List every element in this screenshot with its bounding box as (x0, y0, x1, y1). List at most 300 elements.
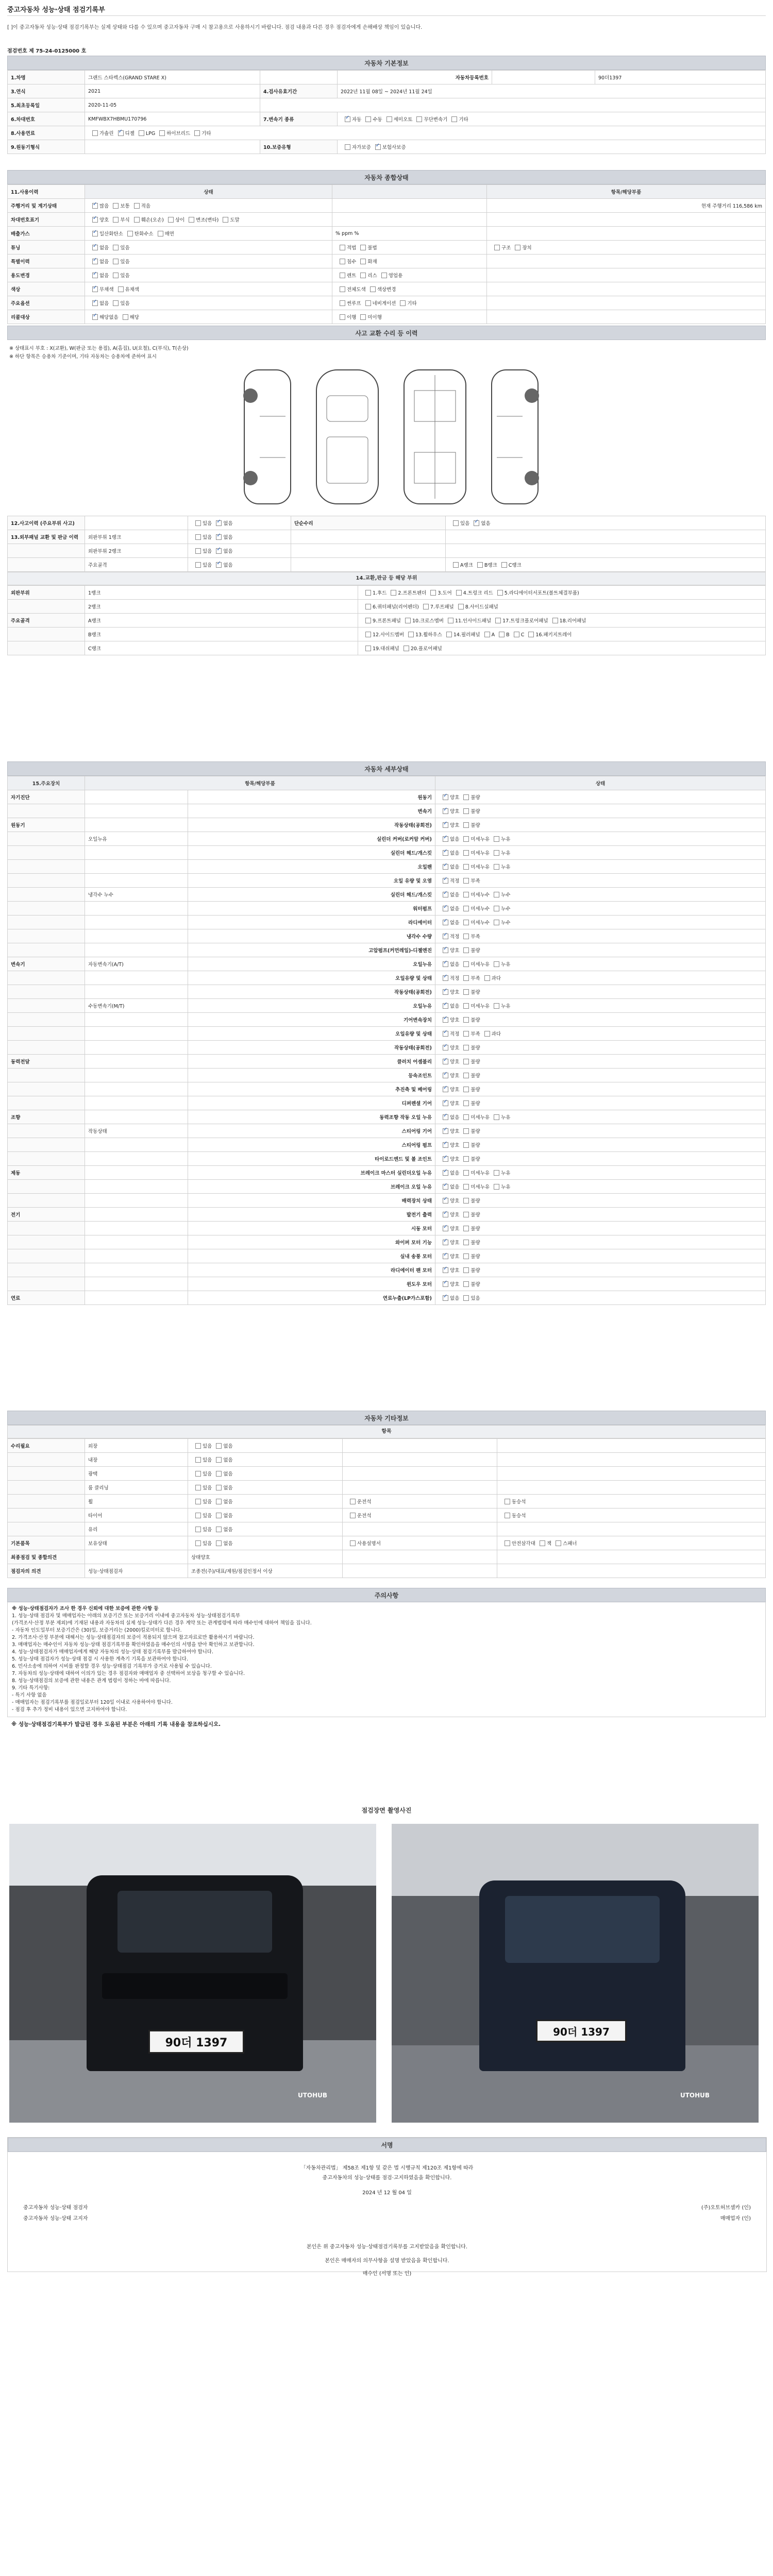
checkbox-option[interactable] (490, 892, 510, 898)
checkbox-option[interactable] (396, 301, 416, 307)
checkbox-option[interactable] (551, 1541, 577, 1547)
checkbox-option[interactable] (212, 521, 232, 527)
checkbox-option[interactable] (491, 618, 548, 624)
checkbox-option[interactable] (459, 1268, 480, 1274)
checkbox-icon (134, 217, 140, 223)
checkbox-option[interactable] (439, 1004, 459, 1009)
checkbox-option[interactable] (439, 1045, 459, 1051)
checkbox-label: 부족 (470, 934, 480, 940)
checkbox-option[interactable] (119, 315, 139, 320)
checkbox-option[interactable] (88, 301, 109, 307)
checkbox-icon (340, 245, 345, 250)
checkbox-option[interactable] (439, 1101, 459, 1107)
checkbox-option[interactable] (439, 1240, 459, 1246)
checkbox-option[interactable] (459, 795, 480, 801)
checkbox-option[interactable] (459, 1059, 480, 1065)
notes-bottom: ※ 성능·상태점검기록부가 발급된 경우 도움된 부분은 아래의 기록 내용을 참조하십시오. (11, 1721, 221, 1727)
checkbox-label: 없음 (99, 301, 109, 307)
checkbox-label: 없음 (450, 906, 460, 912)
checkbox-option[interactable] (88, 217, 109, 223)
checkbox-option[interactable] (439, 1212, 459, 1218)
checkbox-icon (194, 130, 200, 136)
checkbox-label: 불량 (470, 823, 480, 828)
checkbox-icon (484, 1031, 490, 1037)
checkbox-option[interactable] (459, 865, 490, 870)
checkbox-option[interactable] (459, 851, 490, 856)
checkbox-icon (113, 300, 119, 306)
checkbox-option[interactable] (439, 1282, 459, 1287)
checkbox-label: 양호 (450, 1101, 460, 1107)
checkbox-option[interactable] (439, 934, 459, 940)
detail-row: 브레이크 오일 누유 ✓ 없음 미세누유 누유 (8, 1180, 766, 1194)
checkbox-option[interactable] (191, 1527, 212, 1533)
checkbox-option[interactable] (155, 131, 190, 137)
checkbox-option[interactable] (439, 1254, 459, 1260)
checkbox-option[interactable] (88, 204, 109, 209)
checkbox-option[interactable] (490, 851, 510, 856)
checkbox-label: 3.도어 (438, 590, 452, 596)
checkbox-option[interactable] (191, 521, 212, 527)
checkbox-label: 9.프론트패널 (373, 618, 401, 624)
checkbox-option[interactable] (495, 632, 510, 638)
checkbox-option[interactable] (459, 948, 480, 954)
checkbox-option[interactable] (361, 618, 401, 624)
checkbox-option[interactable] (361, 646, 399, 652)
checkbox-icon (195, 1499, 201, 1504)
note-line: ※ 성능·상태점검자가 조사 한 경우 신뢰에 대한 보증에 관한 사항 등 (12, 1606, 159, 1612)
checkbox-label: 과다 (491, 1031, 501, 1037)
checkbox-label: 운전석 (357, 1513, 372, 1519)
checkbox-option[interactable] (439, 1268, 459, 1274)
checkbox-option[interactable] (439, 1087, 459, 1093)
checkbox-option[interactable] (449, 521, 469, 527)
checkbox-label: 누유 (501, 1115, 511, 1121)
checkbox-option[interactable] (490, 865, 510, 870)
checkbox-option[interactable] (459, 990, 480, 995)
checkbox-option[interactable] (191, 563, 212, 568)
checkbox-label: 양호 (450, 1282, 460, 1287)
overall-row: 리콜대상 ✓ 해당없음 해당 이행 미이행 (8, 310, 766, 324)
checkbox-option[interactable] (335, 287, 366, 293)
checkbox-option[interactable] (439, 1143, 459, 1148)
checkbox-option[interactable] (459, 934, 480, 940)
checkbox-icon (451, 116, 457, 122)
checkbox-option[interactable] (386, 590, 426, 596)
checkbox-option[interactable] (439, 1226, 459, 1232)
checkbox-option[interactable] (439, 1018, 459, 1023)
checkbox-icon (463, 850, 469, 856)
checkbox-option[interactable] (114, 287, 140, 293)
checkbox-option[interactable] (459, 1031, 480, 1037)
checkbox-option[interactable] (439, 990, 459, 995)
checkbox-option[interactable] (452, 590, 493, 596)
checkbox-option[interactable] (191, 1458, 212, 1463)
checkbox-icon (92, 314, 98, 320)
checkbox-option[interactable] (356, 245, 377, 251)
checkbox-option[interactable] (490, 920, 510, 926)
checkbox-option[interactable] (439, 1184, 459, 1190)
checkbox-label: 침수 (347, 259, 357, 265)
checkbox-option[interactable] (490, 245, 511, 251)
checkbox-option[interactable] (346, 1499, 372, 1505)
checkbox-option[interactable] (109, 217, 129, 223)
checkbox-icon (350, 1499, 356, 1504)
accident-table (7, 516, 766, 572)
checkbox-option[interactable] (439, 1198, 459, 1204)
checkbox-icon (443, 850, 448, 856)
page-footer-space (7, 2282, 766, 2550)
checkbox-label: 양호 (450, 1240, 460, 1246)
checkbox-option[interactable] (459, 976, 480, 981)
checkbox-option[interactable] (412, 117, 447, 123)
checkbox-label: 없음 (450, 851, 460, 856)
checkbox-option[interactable] (459, 962, 490, 968)
checkbox-option[interactable] (190, 131, 211, 137)
checkbox-option[interactable] (191, 1485, 212, 1491)
checkbox-option[interactable] (356, 259, 377, 265)
checkbox-label: 누유 (501, 837, 511, 842)
checkbox-label: 부족 (470, 976, 480, 981)
checkbox-option[interactable] (524, 632, 572, 638)
checkbox-option[interactable] (439, 878, 459, 884)
checkbox-option[interactable] (493, 590, 579, 596)
detail-row: 작동상태(공회전) ✓ 양호 불량 (8, 985, 766, 999)
checkbox-icon (463, 822, 469, 828)
checkbox-option[interactable] (219, 217, 239, 223)
checkbox-option[interactable] (447, 117, 468, 123)
checkbox-label: 수동 (373, 117, 382, 123)
checkbox-option[interactable] (459, 1004, 490, 1009)
checkbox-icon (463, 808, 469, 814)
checkbox-option[interactable] (490, 906, 510, 912)
checkbox-option[interactable] (88, 259, 109, 265)
checkbox-option[interactable] (419, 604, 454, 610)
checkbox-option[interactable] (154, 231, 174, 237)
checkbox-option[interactable] (114, 131, 135, 137)
checkbox-option[interactable] (335, 301, 361, 307)
checkbox-icon (463, 1073, 469, 1078)
checkbox-option[interactable] (480, 632, 495, 638)
checkbox-option[interactable] (459, 1157, 480, 1162)
checkbox-icon (463, 1128, 469, 1134)
checkbox-icon (494, 850, 499, 856)
checkbox-option[interactable] (191, 1541, 212, 1547)
checkbox-option[interactable] (212, 1513, 232, 1519)
checkbox-option[interactable] (497, 563, 522, 568)
checkbox-label: 불량 (470, 1157, 480, 1162)
detail-row: 변속기 자동변속기(A/T) 오일누유 ✓ 없음 미세누유 누유 (8, 957, 766, 971)
checkbox-label: 없음 (450, 1296, 460, 1301)
detail-row: 작동상태(공회전) ✓ 양호 불량 (8, 1041, 766, 1055)
checkbox-label: C랭크 (508, 563, 522, 568)
checkbox-option[interactable] (356, 273, 377, 279)
checkbox-option[interactable] (377, 273, 403, 279)
checkbox-option[interactable] (439, 865, 459, 870)
checkbox-option[interactable] (123, 231, 154, 237)
checkbox-option[interactable] (459, 1212, 480, 1218)
checkbox-icon (494, 906, 499, 911)
checkbox-option[interactable] (88, 287, 114, 293)
checkbox-option[interactable] (444, 618, 491, 624)
photos-section (7, 1803, 766, 1817)
checkbox-option[interactable] (426, 590, 451, 596)
checkbox-option[interactable] (109, 259, 129, 265)
checkbox-option[interactable] (490, 1184, 510, 1190)
detail-row: 등속조인트 ✓ 양호 불량 (8, 1069, 766, 1082)
checkbox-option[interactable] (459, 1101, 480, 1107)
checkbox-option[interactable] (212, 549, 232, 554)
checkbox-option[interactable] (459, 892, 490, 898)
checkbox-label: 하이브리드 (166, 131, 191, 137)
checkbox-option[interactable] (404, 632, 442, 638)
checkbox-icon (443, 934, 448, 939)
checkbox-option[interactable] (449, 563, 473, 568)
checkbox-option[interactable] (341, 117, 361, 123)
checkbox-option[interactable] (439, 920, 459, 926)
note-line: 2. 가격조사·산정 부분에 대해서는 성능·상태점검자의 보증이 적용되지 않으며 참고자료로만 활용하시기 바랍니다. (12, 1635, 255, 1640)
checkbox-option[interactable] (191, 1471, 212, 1477)
checkbox-option[interactable] (399, 646, 442, 652)
checkbox-option[interactable] (480, 1031, 501, 1037)
checkbox-label: 세미오토 (393, 117, 413, 123)
checkbox-option[interactable] (212, 1527, 232, 1533)
checkbox-label: 미세누유 (470, 837, 490, 842)
checkbox-option[interactable] (130, 217, 164, 223)
checkbox-option[interactable] (361, 590, 386, 596)
checkbox-icon (443, 836, 448, 842)
checkbox-option[interactable] (439, 1296, 459, 1301)
checkbox-label: 장치 (522, 245, 532, 251)
checkbox-option[interactable] (361, 301, 396, 307)
checkbox-option[interactable] (439, 1129, 459, 1134)
checkbox-label: 없음 (223, 563, 233, 568)
checkbox-option[interactable] (490, 962, 510, 968)
checkbox-option[interactable] (212, 1485, 232, 1491)
checkbox-option[interactable] (88, 131, 114, 137)
checkbox-option[interactable] (439, 1073, 459, 1079)
checkbox-icon (528, 632, 534, 637)
checkbox-option[interactable] (490, 1115, 510, 1121)
checkbox-option[interactable] (212, 535, 232, 540)
checkbox-option[interactable] (439, 1059, 459, 1065)
overall-row: 용도변경 ✓ 없음 있음 렌트 리스 영업용 (8, 268, 766, 282)
checkbox-option[interactable] (500, 1513, 526, 1519)
checkbox-label: 있음 (460, 521, 470, 527)
checkbox-option[interactable] (346, 1513, 372, 1519)
checkbox-option[interactable] (346, 1541, 381, 1547)
checkbox-option[interactable] (439, 976, 459, 981)
checkbox-label: 없음 (99, 259, 109, 265)
overall-row: 11.사용이력 상태 항목/해당부품 (8, 185, 766, 199)
checkbox-option[interactable] (500, 1541, 535, 1547)
checkbox-icon (216, 548, 222, 554)
checkbox-option[interactable] (459, 1115, 490, 1121)
checkbox-label: 스패너 (563, 1541, 577, 1547)
checkbox-option[interactable] (164, 217, 184, 223)
checkbox-label: 훼손(오손) (141, 217, 164, 223)
checkbox-option[interactable] (459, 1073, 480, 1079)
checkbox-option[interactable] (335, 315, 356, 320)
checkbox-option[interactable] (191, 549, 212, 554)
checkbox-option[interactable] (459, 1087, 480, 1093)
checkbox-option[interactable] (490, 1004, 510, 1009)
checkbox-option[interactable] (212, 1471, 232, 1477)
checkbox-option[interactable] (191, 535, 212, 540)
rear-plate: 90더 1397 (536, 2020, 627, 2042)
checkbox-option[interactable] (191, 1444, 212, 1449)
checkbox-option[interactable] (473, 563, 497, 568)
checkbox-label: 부식 (120, 217, 130, 223)
checkbox-label: 없음 (450, 962, 460, 968)
checkbox-option[interactable] (459, 1240, 480, 1246)
checkbox-option[interactable] (335, 273, 356, 279)
checkbox-label: 화재 (367, 259, 377, 265)
checkbox-option[interactable] (439, 1031, 459, 1037)
checkbox-label: 불량 (470, 1268, 480, 1274)
checkbox-icon (92, 130, 98, 136)
checkbox-icon (463, 947, 469, 953)
overall-row: 튜닝 ✓ 없음 있음 적법 불법 구조 장치 (8, 241, 766, 255)
checkbox-icon (443, 906, 448, 911)
checkbox-option[interactable] (459, 1282, 480, 1287)
checkbox-option[interactable] (439, 795, 459, 801)
checkbox-option[interactable] (459, 1045, 480, 1051)
checkbox-option[interactable] (341, 145, 371, 150)
checkbox-option[interactable] (459, 809, 480, 815)
checkbox-option[interactable] (109, 245, 129, 251)
checkbox-option[interactable] (459, 878, 480, 884)
checkbox-option[interactable] (459, 823, 480, 828)
checkbox-option[interactable] (356, 315, 382, 320)
checkbox-option[interactable] (439, 809, 459, 815)
checkbox-option[interactable] (439, 851, 459, 856)
checkbox-option[interactable] (459, 1198, 480, 1204)
checkbox-label: 디젤 (125, 131, 135, 137)
checkbox-label: 없음 (450, 1115, 460, 1121)
checkbox-option[interactable] (184, 217, 219, 223)
checkbox-option[interactable] (88, 273, 109, 279)
checkbox-option[interactable] (459, 1129, 480, 1134)
checkbox-option[interactable] (382, 117, 413, 123)
checkbox-option[interactable] (459, 1226, 480, 1232)
checkbox-option[interactable] (361, 117, 382, 123)
checkbox-option[interactable] (439, 1115, 459, 1121)
checkbox-option[interactable] (88, 231, 123, 237)
checkbox-option[interactable] (490, 837, 510, 842)
checkbox-option[interactable] (212, 563, 232, 568)
detail-row: 냉각수 누수 실린더 헤드/개스킷 ✓ 없음 미세누수 누수 (8, 888, 766, 902)
checkbox-option[interactable] (439, 837, 459, 842)
checkbox-icon (340, 286, 345, 292)
checkbox-option[interactable] (459, 920, 490, 926)
front-photo: 90더 1397 UTOHUB (9, 1824, 376, 2123)
checkbox-label: 없음 (99, 245, 109, 251)
checkbox-option[interactable] (439, 948, 459, 954)
checkbox-option[interactable] (535, 1541, 551, 1547)
checkbox-icon (494, 1003, 499, 1009)
checkbox-option[interactable] (439, 962, 459, 968)
buyer-signature: 매수인 (서명 또는 인) (362, 2271, 412, 2277)
checkbox-option[interactable] (454, 604, 498, 610)
checkbox-option[interactable] (88, 315, 119, 320)
checkbox-option[interactable] (439, 892, 459, 898)
checkbox-option[interactable] (212, 1541, 232, 1547)
checkbox-option[interactable] (548, 618, 586, 624)
checkbox-option[interactable] (459, 1143, 480, 1148)
checkbox-option[interactable] (490, 1171, 510, 1176)
checkbox-option[interactable] (335, 245, 356, 251)
checkbox-icon (365, 646, 371, 651)
checkbox-icon (443, 1059, 448, 1064)
checkbox-icon (365, 116, 371, 122)
checkbox-option[interactable] (459, 1171, 490, 1176)
checkbox-option[interactable] (459, 1254, 480, 1260)
checkbox-option[interactable] (459, 837, 490, 842)
note-line: - 매매업자는 점검기록부를 점검일로부터 120일 이내로 사용하여야 합니다. (12, 1700, 173, 1705)
checkbox-option[interactable] (135, 131, 155, 137)
checkbox-option[interactable] (401, 618, 444, 624)
checkbox-option[interactable] (366, 287, 396, 293)
checkbox-option[interactable] (439, 1157, 459, 1162)
checkbox-label: 없음 (223, 1485, 233, 1491)
accident-legend-note: ※ 하단 항목은 승용차 기준이며, 기타 자동차는 승용차에 준하여 표시 (9, 354, 157, 360)
checkbox-option[interactable] (459, 1296, 480, 1301)
other-row: 최종점검 및 종합의견 상태양호 (8, 1550, 766, 1564)
checkbox-label: 없음 (223, 1458, 233, 1463)
other-row: 점검자의 의견 성능·상태점검자 조종전(주)/대표/제원/점검인정서 이상 (8, 1564, 766, 1578)
checkbox-option[interactable] (212, 1444, 232, 1449)
checkbox-option[interactable] (459, 1184, 490, 1190)
checkbox-option[interactable] (109, 301, 129, 307)
checkbox-option[interactable] (109, 204, 129, 209)
checkbox-icon (216, 1513, 222, 1518)
checkbox-label: 미세누유 (470, 962, 490, 968)
detail-row: 스티어링 펌프 ✓ 양호 불량 (8, 1138, 766, 1152)
checkbox-option[interactable] (480, 976, 501, 981)
checkbox-option[interactable] (88, 245, 109, 251)
detail-row: 작동상태 스티어링 기어 ✓ 양호 불량 (8, 1124, 766, 1138)
checkbox-option[interactable] (109, 273, 129, 279)
checkbox-icon (195, 562, 201, 568)
checkbox-option[interactable] (361, 604, 419, 610)
checkbox-option[interactable] (442, 632, 480, 638)
checkbox-option[interactable] (212, 1499, 232, 1505)
checkbox-option[interactable] (459, 906, 490, 912)
checkbox-option[interactable] (439, 823, 459, 828)
checkbox-option[interactable] (371, 145, 406, 150)
checkbox-option[interactable] (130, 204, 150, 209)
checkbox-option[interactable] (469, 521, 490, 527)
checkbox-option[interactable] (335, 259, 356, 265)
checkbox-option[interactable] (459, 1018, 480, 1023)
checkbox-option[interactable] (510, 632, 525, 638)
checkbox-label: 있음 (203, 563, 212, 568)
checkbox-icon (118, 286, 124, 292)
checkbox-option[interactable] (191, 1513, 212, 1519)
checkbox-option[interactable] (212, 1458, 232, 1463)
checkbox-label: 양호 (450, 809, 460, 815)
overall-status-header: 자동차 종합상태 (7, 170, 766, 184)
checkbox-option[interactable] (439, 906, 459, 912)
checkbox-option[interactable] (511, 245, 531, 251)
checkbox-label: A (491, 632, 495, 638)
checkbox-option[interactable] (361, 632, 404, 638)
checkbox-option[interactable] (191, 1499, 212, 1505)
checkbox-label: 양호 (450, 1212, 460, 1218)
checkbox-label: 19.대쉬패널 (373, 646, 399, 652)
checkbox-option[interactable] (439, 1171, 459, 1176)
checkbox-option[interactable] (500, 1499, 526, 1505)
